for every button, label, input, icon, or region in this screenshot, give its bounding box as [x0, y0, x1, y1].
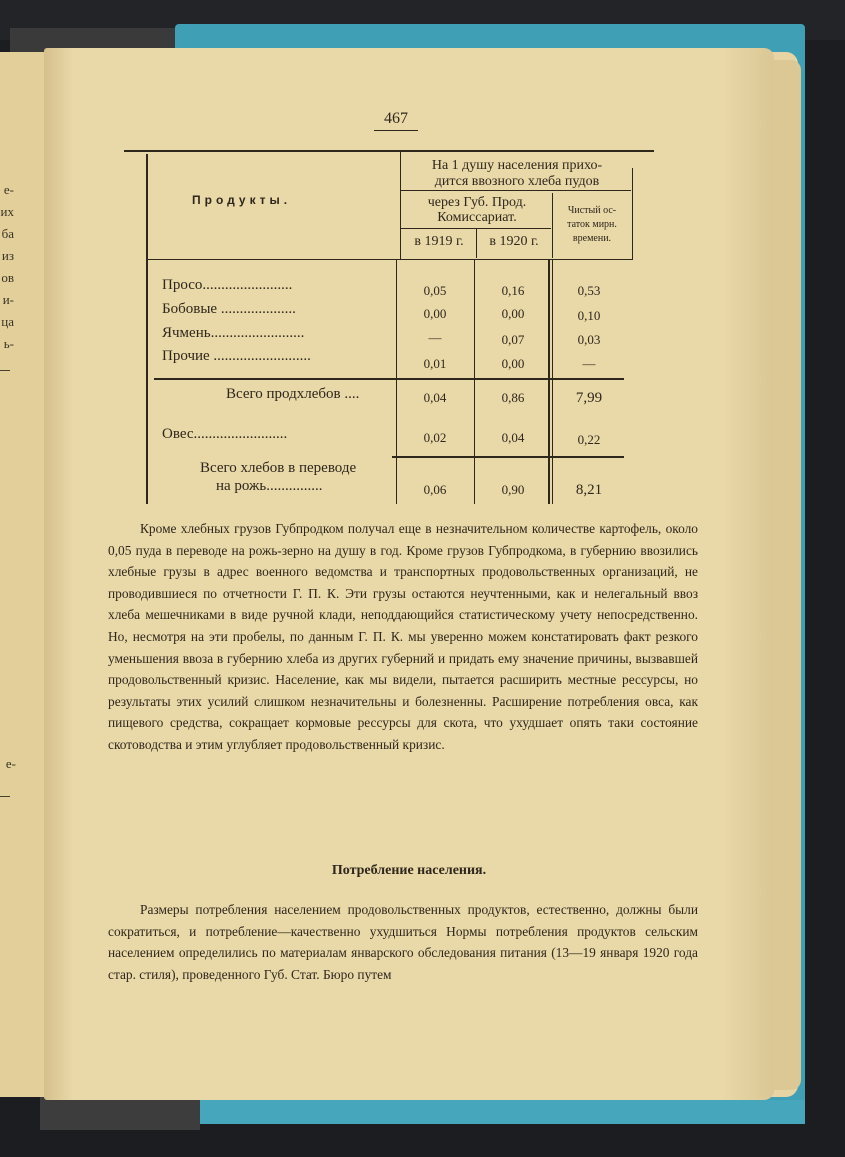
left-fragment: ба	[1, 226, 14, 241]
column-net-header: Чистый ос-	[567, 205, 617, 216]
book-page	[44, 48, 774, 1100]
row-label: Просо........................	[162, 277, 293, 293]
left-rule	[0, 370, 10, 371]
cell-net: 0,22	[577, 432, 601, 447]
table-col-rule	[400, 152, 401, 260]
row-label: Бобовые ....................	[162, 301, 296, 317]
paragraph: Размеры потребления населением продовольственных продуктов, естественно, должны были сократиться, и потребление—качественно ухудшиться Нормы потребления продуктов сельским населением определились по материалам январского обследования питания (13—19 января 1920 года стар. стиля), проведенного Губ. Стат. Бюро путем	[108, 902, 698, 982]
table-total-rule	[154, 378, 624, 380]
body-text	[108, 518, 698, 756]
column-1919-header: в 1919 г.	[414, 234, 464, 249]
table-left-rule	[146, 154, 148, 504]
row-label: Прочие ..........................	[162, 348, 311, 364]
paragraph: Кроме хлебных грузов Губпродком получал еще в незначительном количестве картофель, около 0,05 пуда в переводе на рожь-зерно на душу в год. Кроме грузов Губпродкома, в губернию ввозились хлебные грузы в адрес военного ведомства и транспортных продовольственных организаций, не проводившиеся по отчетности Г. П. К. Эти грузы остаются неучтенными, как и нелегальный ввоз хлеба мешечниками в виде ручной клади, неподдающийся статистическому учету непосредственно. Но, несмотря на эти пробелы, по данным Г. П. К. мы уверенно можем констатировать факт резкого уменьшения ввоза в губернию хлеба из других губерний и придать ему значение причины, вызвавшей продовольственный кризис. Население, как мы видели, пытается расширить местные рессурсы, но результаты этих усилий слишком незначительны и болезненны. Расширение потребления овса, как пищевого средства, сокращает кормовые рессурсы для скота, что ухудшает опять таки состояние скотоводства и этим углубляет продовольственный кризис.	[108, 521, 698, 752]
page-number: 467	[374, 110, 418, 131]
total-rye-label: на рожь...............	[216, 478, 323, 494]
table-col-rule	[552, 193, 553, 258]
column-1920-header: в 1920 г.	[489, 234, 539, 249]
left-fragment: ь-	[3, 336, 14, 351]
cell-1920: 0,07	[501, 332, 525, 347]
cell-1920: 0,00	[501, 306, 525, 321]
cell-1919: 0,02	[423, 430, 447, 445]
cell-net: —	[582, 356, 596, 371]
cell-1920: 0,90	[501, 482, 525, 497]
cell-1919: —	[428, 330, 442, 345]
group-header-line: На 1 душу населения прихо-	[431, 158, 603, 173]
table-col-rule	[548, 260, 550, 504]
column-net-header: времени.	[572, 233, 612, 244]
left-fragment: их	[0, 204, 14, 219]
left-rule	[0, 796, 10, 797]
total-grain-label: Всего продхлебов ....	[226, 386, 360, 402]
cell-net: 0,10	[577, 308, 601, 323]
cell-1919: 0,01	[423, 356, 447, 371]
table-rule	[401, 190, 631, 191]
group-header-line: дится ввозного хлеба пудов	[434, 174, 600, 189]
table-col-rule	[632, 168, 633, 260]
table-col-rule	[474, 260, 475, 504]
cell-1920: 0,86	[501, 390, 525, 405]
section-heading: Потребление населения.	[331, 863, 487, 878]
cell-1920: 0,00	[501, 356, 525, 371]
column-net-header: таток мирн.	[567, 219, 617, 230]
cell-net: 0,53	[577, 283, 601, 298]
products-header: Продукты.	[192, 193, 292, 207]
table-total-rule	[392, 456, 624, 458]
cell-1919: 0,06	[423, 482, 447, 497]
left-fragment: из	[1, 248, 14, 263]
table-header-rule	[148, 259, 632, 260]
left-fragment: е-	[5, 756, 16, 771]
subheader-line: через Губ. Прод.	[427, 195, 527, 210]
cell-1919: 0,05	[423, 283, 447, 298]
cell-net: 7,99	[575, 390, 603, 406]
table-col-rule	[476, 228, 477, 258]
left-fragment: ца	[1, 314, 14, 329]
left-fragment: е-	[3, 182, 14, 197]
cell-1920: 0,16	[501, 283, 525, 298]
oats-label: Овес.........................	[162, 426, 288, 442]
table-top-rule	[124, 150, 654, 152]
table-col-rule	[396, 260, 397, 504]
cell-1920: 0,04	[501, 430, 525, 445]
book-cover-edge	[195, 1100, 805, 1124]
row-label: Ячмень.........................	[162, 325, 305, 341]
total-rye-label: Всего хлебов в переводе	[200, 460, 357, 476]
body-text	[108, 899, 698, 985]
left-fragment: ов	[1, 270, 14, 285]
subheader-line: Комиссариат.	[437, 210, 517, 225]
table-col-rule	[552, 260, 553, 504]
cell-1919: 0,00	[423, 306, 447, 321]
cell-net: 8,21	[575, 482, 603, 498]
cell-1919: 0,04	[423, 390, 447, 405]
left-fragment: и-	[2, 292, 14, 307]
cell-net: 0,03	[577, 332, 601, 347]
